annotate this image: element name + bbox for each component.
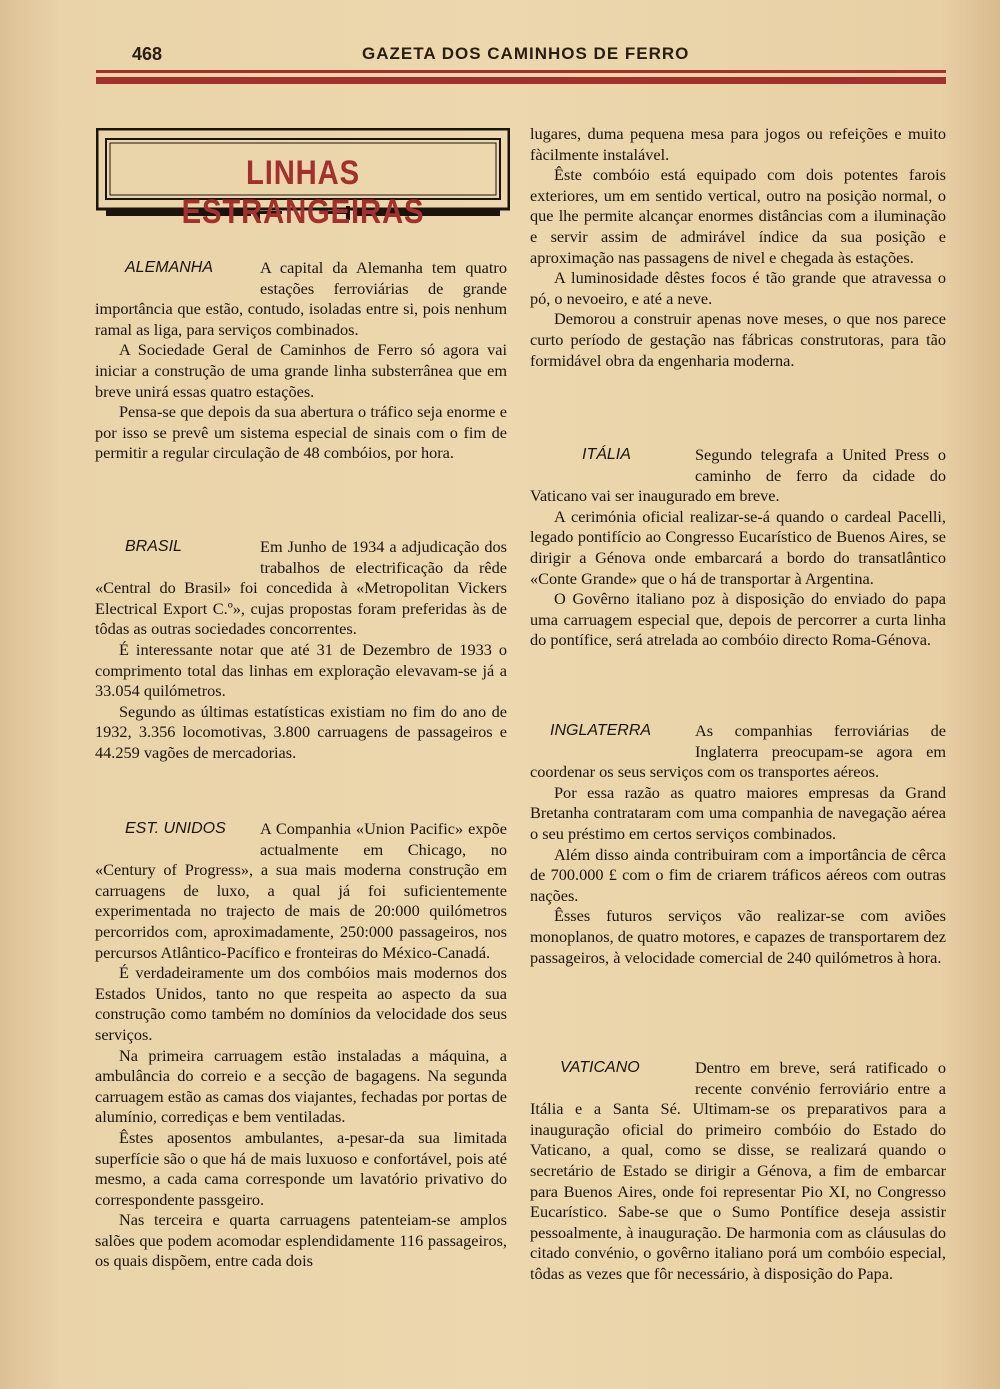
- section-alemanha: [95, 258, 507, 464]
- paragraph: lugares, duma pequena mesa para jogos ou refeições e muito fàcilmente instalável.: [530, 124, 946, 164]
- paragraph: Dentro em breve, será ratificado o recente convénio ferroviário entre a Itália e a Santa Sé. Ultimam-se os preparativos para a inauguração oficial do primeiro combóio do Estado do Vaticano, a qual, como se disse, se realizará quando o secretário de Estado se dirigir a Génova, a fim de embarcar para Buenos Aires, onde foi representar Pio XI, no Congresso Eucarístico. Sabe-se que o Sumo Pontífice deseja assistir pessoalmente, à inauguração. De harmonia com as cláusulas do citado convénio, o govêrno italiano porá um combóio especial, tôdas as vezes que fôr necessário, à disposição do Papa.: [530, 1058, 946, 1283]
- paragraph: Nas terceira e quarta carruagens patenteiam-se amplos salões que podem acomodar esplendidamente 116 passageiros, os quais dispõem, entre cada dois: [95, 1210, 507, 1271]
- paragraph: A cerimónia oficial realizar-se-á quando o cardeal Pacelli, legado pontifício ao Congresso Eucarístico de Buenos Aires, se dirigir a Génova onde embarcará a bordo do transatlântico «Conte Grande» que o há de transportar à Argentina.: [530, 506, 946, 588]
- page-number: 468: [132, 44, 163, 64]
- section-inglaterra: [530, 721, 946, 968]
- paragraph: Segundo as últimas estatísticas existiam no fim do ano de 1932, 3.356 locomotivas, 3.800 carruagens de passageiros e 44.259 vagões de mercadorias.: [95, 701, 507, 762]
- paragraph: Pensa-se que depois da sua abertura o tráfico seja enorme e por isso se prevê um sistema especial de sinais com o fim de permitir a regular circulação de 48 combóios, por hora.: [95, 402, 507, 463]
- paragraph: Além disso ainda contribuiram com a importância de cêrca de 700.000 £ com o fim de criarem tráficos aéreos com outras nações.: [530, 844, 946, 905]
- paragraph: Êste combóio está equipado com dois potentes farois exteriores, um em sentido vertical, outro na posição normal, o que lhe permite alcançar enormes distâncias com a iluminação e servir assim de admirável índice da sua posição e aproximação nas passagens de nivel e chegada às estações.: [530, 165, 946, 267]
- paragraph: Em Junho de 1934 a adjudicação dos trabalhos de electrificação da rêde «Central do Brasil» foi concedida à «Metropolitan Vickers Electrical Export C.º», cujas propostas foram preferidas às de tôdas as outras sociedades concorrentes.: [95, 537, 507, 639]
- paragraph: Êstes aposentos ambulantes, a-pesar-da sua limitada superfície são o que há de mais luxuoso e confortável, pois até mesmo, a cada cama corresponde um lavatório privativo do correspondente passgeiro.: [95, 1127, 507, 1209]
- paragraph: Na primeira carruagem estão instaladas a máquina, a ambulância do correio e a secção de bagagens. Na segunda carruagem estão as camas dos viajantes, fechadas por portas de alumínio, corrediças e bem ventiladas.: [95, 1045, 507, 1127]
- section-heading: ITÁLIA: [582, 446, 631, 463]
- section-brasil: [95, 537, 507, 764]
- journal-title: GAZETA DOS CAMINHOS DE FERRO: [362, 44, 690, 63]
- section-heading: VATICANO: [560, 1059, 640, 1076]
- paragraph: É verdadeiramente um dos combóios mais modernos dos Estados Unidos, tanto no que respeita ao aspecto da sua construção como também no domínios da velocidade dos seus serviços.: [95, 963, 507, 1044]
- section-heading: INGLATERRA: [550, 722, 652, 739]
- paragraph: Por essa razão as quatro maiores empresas da Grand Bretanha contrataram com uma companhia de navegação aérea o seu préstimo em certos serviços combinados.: [530, 782, 946, 843]
- paragraph: O Govêrno italiano poz à disposição do enviado do papa uma carruagem especial que, depois de percorrer a curta linha do pontífice, será atrelada ao combóio directo Roma-Génova.: [530, 589, 946, 650]
- paragraph: É interessante notar que até 31 de Dezembro de 1933 o comprimento total das linhas em exploração elevavam-se já a 33.054 quilómetros.: [95, 639, 507, 701]
- left-column: [95, 0, 507, 1389]
- section-vaticano: [530, 1058, 946, 1285]
- paragraph: A Companhia «Union Pacific» expõe actualmente em Chicago, no «Century of Progress», a sua mais moderna construção em carruagens de luxo, a qual já foi suficientemente experimentada no trajecto de mais de 20:000 quilómetros percorridos com, aproximadamente, 250:000 passageiros, nos percursos Atlântico-Pacífico e fronteiras do México-Canadá.: [95, 819, 507, 962]
- section-est-unidos: [95, 819, 507, 1272]
- paragraph: Demorou a construir apenas nove meses, o que nos parece curto período de gestação nas fábricas construtoras, para tão formidável obra da engenharia moderna.: [530, 309, 946, 370]
- section-est-unidos-continued: [530, 124, 946, 371]
- paragraph: Segundo telegrafa a United Press o caminho de ferro da cidade do Vaticano vai ser inaugurado em breve.: [530, 445, 946, 506]
- section-heading: EST. UNIDOS: [125, 820, 226, 837]
- paragraph: Êsses futuros serviços vão realizar-se com aviões monoplanos, de quatro motores, e capazes de transportarem dez passageiros, à velocidade comercial de 240 quilómetros à hora.: [530, 906, 946, 967]
- section-heading: ALEMANHA: [125, 259, 214, 276]
- banner-title: LINHAS ESTRANGEIRAS: [181, 154, 425, 231]
- section-heading: BRASIL: [125, 538, 182, 555]
- right-column: [530, 0, 946, 1389]
- section-italia: [530, 445, 946, 651]
- paragraph: As companhias ferroviárias de Inglaterra preocupam-se agora em coordenar os seus serviços com os transportes aéreos.: [530, 721, 946, 782]
- paragraph: A capital da Alemanha tem quatro estações ferroviárias de grande importância que estão, contudo, isoladas entre si, pois nenhum ramal as liga, para serviços combinados.: [95, 258, 507, 339]
- paragraph: A Sociedade Geral de Caminhos de Ferro só agora vai iniciar a construção de uma grande linha substerrânea que em breve unirá essas quatro estações.: [95, 340, 507, 401]
- paragraph: A luminosidade dêstes focos é tão grande que atravessa o pó, o nevoeiro, e até a neve.: [530, 268, 946, 308]
